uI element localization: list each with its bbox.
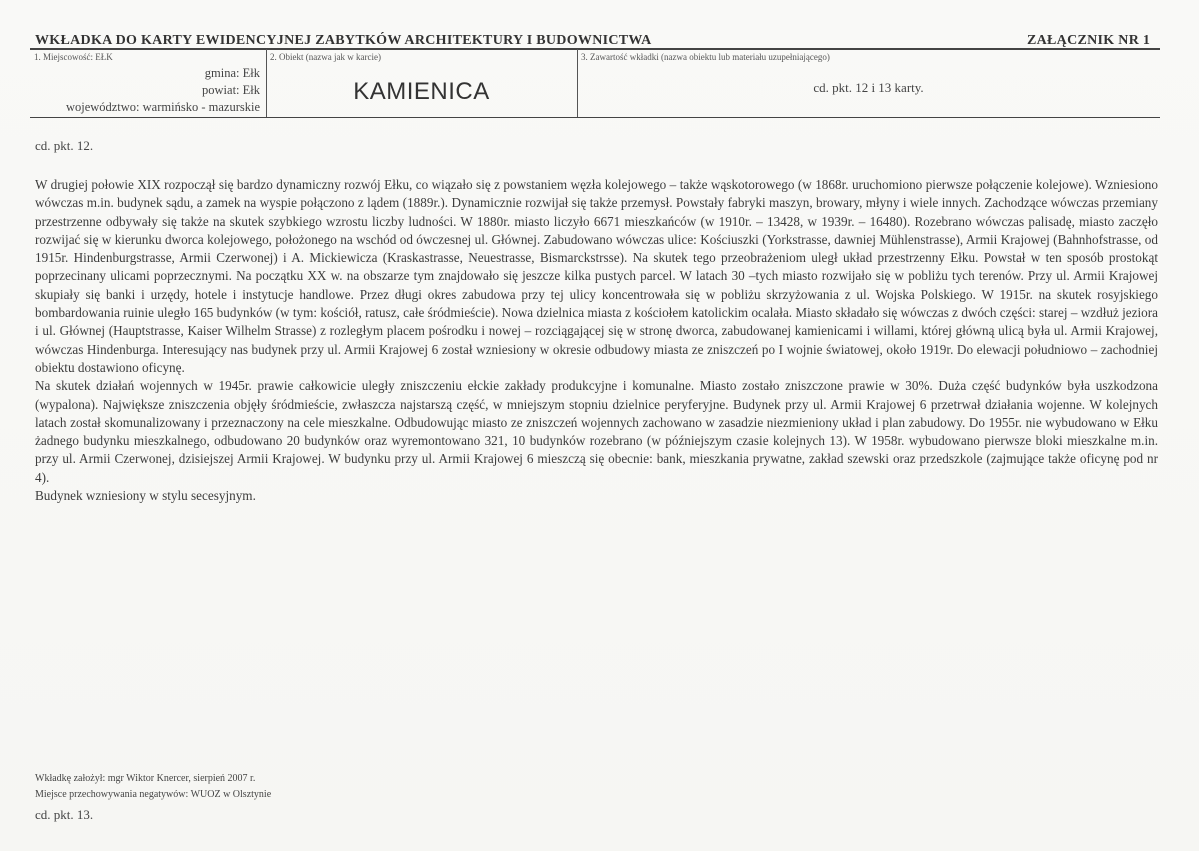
document-title: WKŁADKA DO KARTY EWIDENCYJNEJ ZABYTKÓW ARCHITEKTURY I BUDOWNICTWA <box>35 33 652 48</box>
object-cell <box>266 49 578 117</box>
paragraph-war: Na skutek działań wojennych w 1945r. prawie całkowicie uległy zniszczeniu ełckie zakłady produkcyjne i komunalne. Miasto zostało zniszczone prawie w 30%. Duża część budynków była uszkodzona (wypalona). Największe zniszczenia objęły śródmieście, zwłaszcza najstarszą część, w mniejszym stopniu dzielnice peryferyjne. Budynek przy ul. Armii Krajowej 6 przetrwał działania wojenne. W kolejnych latach został skomunalizowany i przeznaczony na cele mieszkalne. Odbudowując miasto ze zniszczeń wojennych zachowano w zasadzie niezmieniony układ i plan zabudowy. Do 1955r. nie wybudowano w Ełku żadnego budynku mieszkalnego, odbudowano 20 budynków oraz wyremontowano 321, 10 budynków rozebrano (w późniejszym czasie kolejnych 13). W 1958r. wybudowano pierwsze bloki mieszkalne m.in. przy ul. Armii Czerwonej, dzisiejszej Armii Krajowej. W budynku przy ul. Armii Krajowej 6 mieszczą się obecnie: bank, mieszkania prywatne, zakład szewski oraz przedszkole (zajmujące także oficynę pod nr 4). <box>35 378 1158 485</box>
object-label: 2. Obiekt (nazwa jak w karcie) <box>270 52 381 62</box>
wojewodztwo-value: województwo: warmińsko - mazurskie <box>65 100 260 114</box>
footer-negatives: Miejsce przechowywania negatywów: WUOZ w Olsztynie <box>35 789 272 800</box>
location-label: 1. Miejscowość: EŁK <box>34 52 113 62</box>
annex-number: ZAŁĄCZNIK NR 1 <box>1027 33 1151 48</box>
object-name: KAMIENICA <box>353 78 490 105</box>
powiat-value: powiat: Ełk <box>202 83 260 97</box>
section-heading: cd. pkt. 12. <box>35 138 94 153</box>
next-section-heading: cd. pkt. 13. <box>35 807 94 822</box>
footer-author: Wkładkę założył: mgr Wiktor Knercer, sierpień 2007 r. <box>35 773 256 784</box>
contents-label: 3. Zawartość wkładki (nazwa obiektu lub materiału uzupełniającego) <box>581 52 830 62</box>
paragraph-history: W drugiej połowie XIX rozpoczął się bardzo dynamiczny rozwój Ełku, co wiązało się z powstaniem węzła kolejowego – także wąskotorowego (w 1868r. uruchomiono pierwsze połączenie kolejowe). Wzniesiono wówczas m.in. budynek sądu, a zamek na wyspie połączono z lądem (1889r.). Dynamicznie rozwijał się także przemysł. Powstały fabryki maszyn, browary, młyny i wiele innych. Zachodzące wówczas przemiany przestrzenne odbywały się także na skutek szybkiego wzrostu liczby ludności. W 1880r. miasto liczyło 6671 mieszkańców (w 1910r. – 13428, w 1939r. – 16480). Rozebrano wówczas palisadę, miasto zaczęło rozwijać się w kierunku dworca kolejowego, położonego na wschód od ówczesnej ul. Głównej. Zabudowano wówczas ulice: Kościuszki (Yorkstrasse, dawniej Mühlenstrasse), Armii Krajowej (Bahnhofstrasse, od 1915r. Hindenburgstrasse, Armii Czerwonej) i A. Mickiewicza (Kraskastrasse, Neuestrasse, Bismarckstrsse). Na skutek tego przeobrażeniom uległ układ przestrzenny Ełku. Powstał w ten sposób prostokąt poprzecinany ulicami poprzecznymi. Na początku XX w. na obszarze tym znajdowało się jeszcze kilka pustych parcel. W latach 30 –tych miasto rozwijało się w pobliżu tych terenów. Przy ul. Armii Krajowej skupiały się banki i urzędy, hotele i instytucje handlowe. Przez długi okres zabudowa przy tej ulicy koncentrowała się w pobliżu skrzyżowania z ul. Wojska Polskiego. W 1915r. na skutek rosyjskiego bombardowania ruinie uległo 165 budynków (w tym: kościół, ratusz, całe śródmieście). Nowa dzielnica miasta z kościołem katolickim ocalała. Miasto składało się wówczas z dwóch części: starej – wzdłuż jeziora i ul. Głównej (Hauptstrasse, Kaiser Wilhelm Strasse) z rozległym placem pośrodku i nowej – rozciągającej się w stronę dworca, zabudowanej kamienicami i willami, której główną ulicą była ul. Armii Krajowej, wówczas Hindenburga. Interesujący nas budynek przy ul. Armii Krajowej 6 został wzniesiony w okresie odbudowy miasta ze zniszczeń po I wojnie światowej, około 1919r. Do elewacji południowo – zachodniej obiektu dostawiono oficynę. <box>35 177 1158 375</box>
body-text <box>35 176 1158 505</box>
contents-value: cd. pkt. 12 i 13 karty. <box>813 80 924 95</box>
paragraph-style: Budynek wzniesiony w stylu secesyjnym. <box>35 488 256 504</box>
contents-cell <box>577 49 1160 117</box>
location-cell <box>30 49 267 117</box>
gmina-value: gmina: Ełk <box>204 66 260 80</box>
header-fields <box>30 49 1160 118</box>
